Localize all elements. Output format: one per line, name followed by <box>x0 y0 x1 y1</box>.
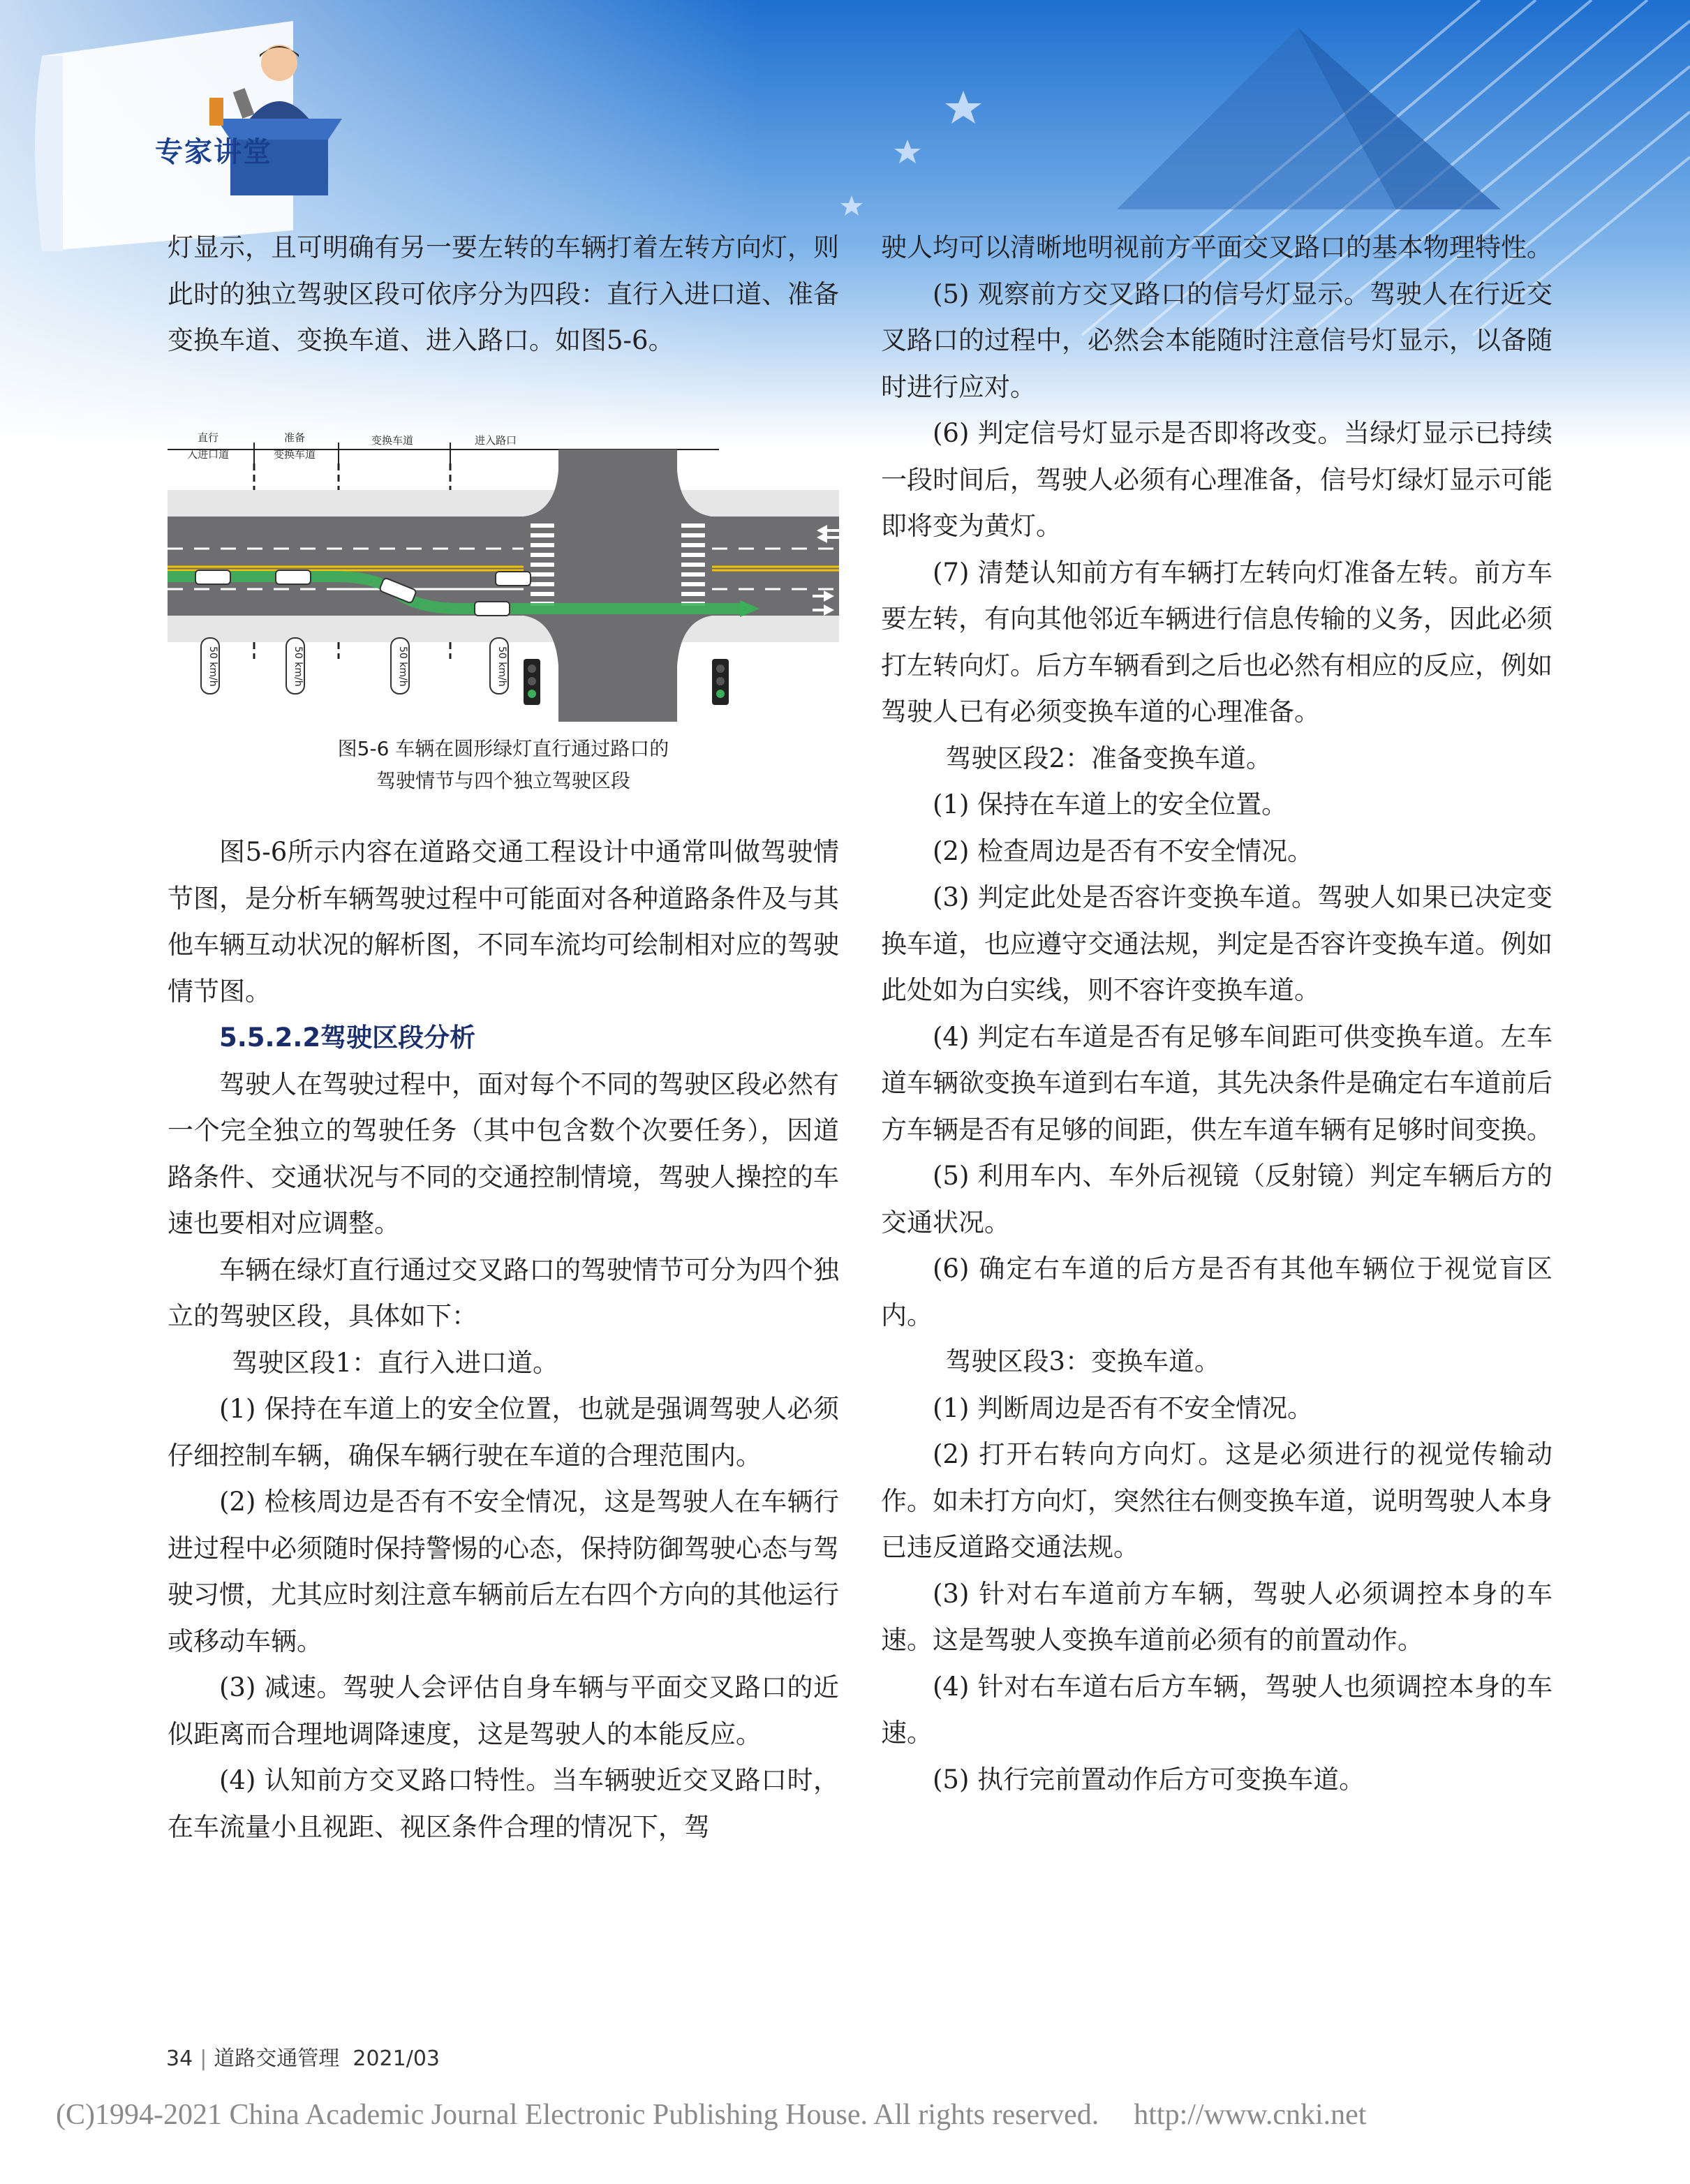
column-title: 专家讲堂 <box>155 136 272 168</box>
paragraph: (5) 执行完前置动作后方可变换车道。 <box>933 1764 1365 1795</box>
paragraph: (5) 利用车内、车外后视镜（反射镜）判定车辆后方的交通状况。 <box>881 1161 1552 1238</box>
issue-number: 2021/03 <box>353 2046 440 2071</box>
segment-label: 准备 <box>283 431 306 444</box>
section-heading: 5.5.2.2驾驶区段分析 <box>219 1023 476 1053</box>
paragraph: (2) 打开右转向方向灯。这是必须进行的视觉传输动作。如未打方向灯，突然往右侧变换车道，说明驾驶人本身已违反道路交通法规。 <box>881 1439 1552 1562</box>
figure-caption <box>168 733 839 797</box>
figure-5-6 <box>168 429 839 722</box>
segment-label: 进入路口 <box>474 434 517 447</box>
copyright-text: (C)1994-2021 China Academic Journal Electronic Publishing House. All rights reserved. <box>56 2099 1099 2131</box>
paragraph: (4) 判定右车道是否有足够车间距可供变换车道。左车道车辆欲变换车道到右车道，其先决条件是确定右车道前后方车辆是否有足够的间距，供左车道车辆有足够时间变换。 <box>881 1021 1552 1145</box>
paragraph: (3) 减速。驾驶人会评估自身车辆与平面交叉路口的近似距离而合理地调降速度，这是驾驶人的本能反应。 <box>168 1672 839 1749</box>
speed-sign: 50 km/h <box>397 646 408 687</box>
paragraph: (6) 确定右车道的后方是否有其他车辆位于视觉盲区内。 <box>881 1254 1552 1330</box>
copyright-url[interactable]: http://www.cnki.net <box>1134 2099 1367 2131</box>
segment-label: 入进口道 <box>186 448 230 461</box>
speed-sign: 50 km/h <box>292 646 304 687</box>
paragraph: (5) 观察前方交叉路口的信号灯显示。驾驶人在行近交叉路口的过程中，必然会本能随时注意信号灯显示，以备随时进行应对。 <box>881 278 1552 402</box>
speed-sign: 50 km/h <box>496 646 507 687</box>
paragraph: (4) 认知前方交叉路口特性。当车辆驶近交叉路口时，在车流量小且视距、视区条件合理的情况下，驾 <box>168 1765 839 1842</box>
paragraph: 驾驶人在驾驶过程中，面对每个不同的驾驶区段必然有一个完全独立的驾驶任务（其中包含数个次要任务），因道路条件、交通状况与不同的交通控制情境，驾驶人操控的车速也要相对应调整。 <box>168 1069 839 1238</box>
paragraph: 驾驶区段1：直行入进口道。 <box>232 1347 559 1378</box>
paragraph: 驾驶区段2：准备变换车道。 <box>945 743 1273 773</box>
paragraph: (7) 清楚认知前方有车辆打左转向灯准备左转。前方车要左转，有向其他邻近车辆进行信息传输的义务，因此必须打左转向灯。后方车辆看到之后也必然有相应的反应，例如驾驶人已有必须变换车道的心理准备。 <box>881 557 1552 727</box>
speed-sign: 50 km/h <box>207 646 218 687</box>
paragraph: 图5-6所示内容在道路交通工程设计中通常叫做驾驶情节图，是分析车辆驾驶过程中可能面对各种道路条件及与其他车辆互动状况的解析图，不同车流均可绘制相对应的驾驶情节图。 <box>168 837 839 1006</box>
left-column-top <box>168 225 839 364</box>
paragraph: 驾驶区段3：变换车道。 <box>945 1346 1221 1376</box>
page-number: 34 <box>166 2046 193 2071</box>
left-column-body <box>168 829 839 1850</box>
paragraph: 车辆在绿灯直行通过交叉路口的驾驶情节可分为四个独立的驾驶区段，具体如下： <box>168 1254 839 1331</box>
caption-line: 驾驶情节与四个独立驾驶区段 <box>376 769 630 792</box>
copyright-line <box>56 2098 1366 2132</box>
page-footer: 34 | 道路交通管理 2021/03 <box>166 2046 440 2071</box>
paragraph: 灯显示，且可明确有另一要左转的车辆打着左转方向灯，则此时的独立驾驶区段可依序分为四段：直行入进口道、准备变换车道、变换车道、进入路口。如图5-6。 <box>168 232 839 355</box>
paragraph: (3) 针对右车道前方车辆，驾驶人必须调控本身的车速。这是驾驶人变换车道前必须有的前置动作。 <box>881 1578 1552 1655</box>
segment-label: 直行 <box>197 431 219 444</box>
paragraph: (3) 判定此处是否容许变换车道。驾驶人如果已决定变换车道，也应遵守交通法规，判定是否容许变换车道。例如此处如为白实线，则不容许变换车道。 <box>881 882 1552 1005</box>
caption-line: 图5-6 车辆在圆形绿灯直行通过路口的 <box>337 737 669 760</box>
paragraph: (2) 检核周边是否有不安全情况，这是驾驶人在车辆行进过程中必须随时保持警惕的心态，保持防御驾驶心态与驾驶习惯，尤其应时刻注意车辆前后左右四个方向的其他运行或移动车辆。 <box>168 1487 839 1656</box>
paragraph: (1) 保持在车道上的安全位置，也就是强调驾驶人必须仔细控制车辆，确保车辆行驶在车道的合理范围内。 <box>168 1394 839 1471</box>
paragraph: (6) 判定信号灯显示是否即将改变。当绿灯显示已持续一段时间后，驾驶人必须有心理准备，信号灯绿灯显示可能即将变为黄灯。 <box>881 418 1552 541</box>
paragraph: (1) 保持在车道上的安全位置。 <box>933 789 1288 819</box>
paragraph: (2) 检查周边是否有不安全情况。 <box>933 835 1314 866</box>
journal-name: 道路交通管理 <box>214 2046 340 2071</box>
right-column <box>881 225 1552 1803</box>
segment-label: 变换车道 <box>371 434 414 447</box>
paragraph: 驶人均可以清晰地明视前方平面交叉路口的基本物理特性。 <box>881 232 1552 262</box>
paragraph: (1) 判断周边是否有不安全情况。 <box>933 1392 1314 1423</box>
paragraph: (4) 针对右车道右后方车辆，驾驶人也须调控本身的车速。 <box>881 1671 1552 1748</box>
segment-label: 变换车道 <box>273 448 316 461</box>
